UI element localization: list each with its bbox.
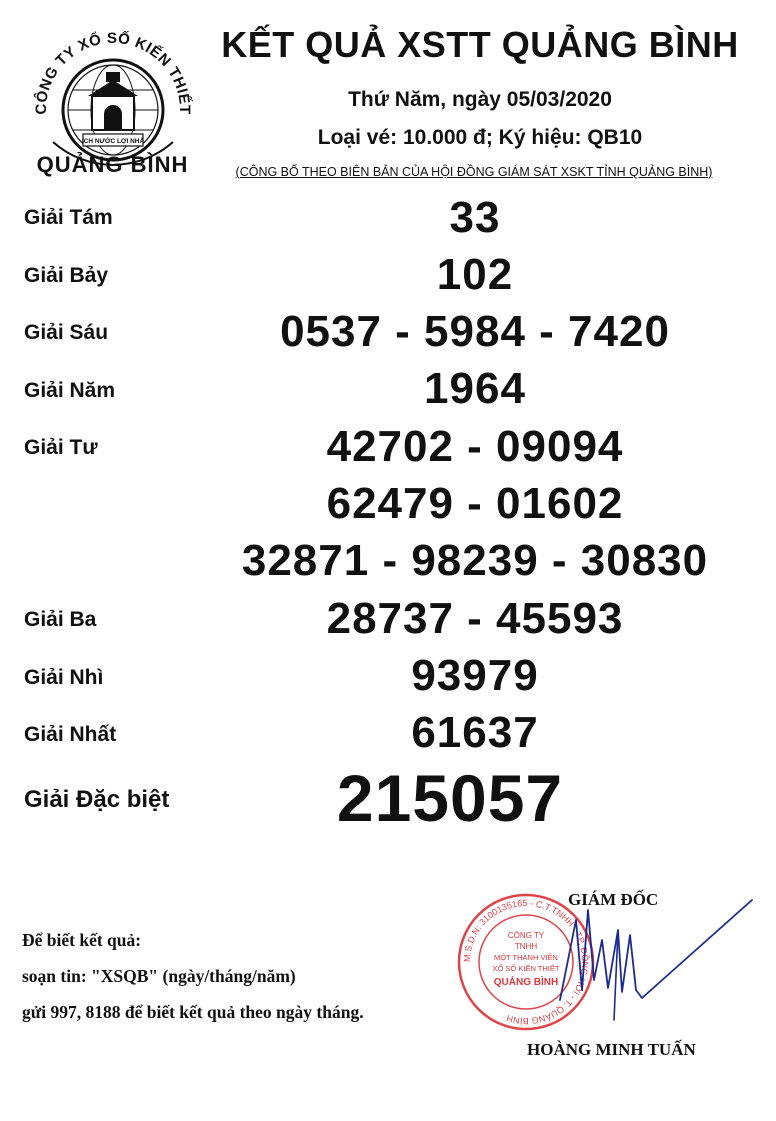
logo-name: QUẢNG BÌNH bbox=[36, 152, 189, 177]
prize-numbers-5: 1964 bbox=[424, 364, 526, 413]
page-title: KẾT QUẢ XSTT QUẢNG BÌNH bbox=[221, 24, 739, 65]
notice-line: (CÔNG BỐ THEO BIÊN BẢN CỦA HỘI ĐỒNG GIÁM SÁT XSKT TỈNH QUẢNG BÌNH) bbox=[235, 165, 713, 179]
prize-numbers-4-line2: 62479 - 01602 bbox=[326, 479, 624, 528]
prize-label-6: Giải Sáu bbox=[24, 321, 109, 344]
prize-numbers-2: 93979 bbox=[411, 651, 539, 700]
prize-numbers-7: 102 bbox=[436, 250, 514, 299]
signer-name: HOÀNG MINH TUẤN bbox=[527, 1040, 696, 1059]
prize-label-8: Giải Tám bbox=[24, 206, 113, 229]
prize-label-3: Giải Ba bbox=[24, 608, 97, 631]
prize-numbers-8: 33 bbox=[449, 193, 501, 242]
stamp-line-5: QUẢNG BÌNH bbox=[493, 977, 559, 988]
info-line-3: gửi 997, 8188 để biết kết quả theo ngày tháng. bbox=[22, 1002, 364, 1022]
logo-motto: ÍCH NƯỚC LỢI NHÀ bbox=[81, 138, 145, 145]
prize-label-2: Giải Nhì bbox=[24, 666, 104, 689]
stamp-line-4: XỔ SỐ KIẾN THIẾT bbox=[492, 964, 560, 973]
stamp-ring-text: M.S.D.N: 3100135165 - C.T.TNHH - TP. ĐỒNG HỚI - T. QUẢNG BÌNH bbox=[461, 897, 591, 1027]
signer-role: GIÁM ĐỐC bbox=[568, 890, 659, 909]
prize-numbers-6: 0537 - 5984 - 7420 bbox=[280, 307, 670, 356]
logo-ring-text: CÔNG TY XỔ SỐ KIẾN THIẾT bbox=[32, 29, 194, 115]
prize-numbers-special: 215057 bbox=[336, 761, 564, 835]
prize-label-7: Giải Bảy bbox=[24, 264, 109, 287]
draw-date: Thứ Năm, ngày 05/03/2020 bbox=[348, 88, 612, 111]
prize-numbers-1: 61637 bbox=[411, 708, 539, 757]
stamp-line-2: TNHH bbox=[514, 942, 538, 951]
info-line-1: Để biết kết quả: bbox=[22, 930, 142, 950]
stamp-line-3: MỘT THÀNH VIÊN bbox=[494, 953, 558, 962]
prize-numbers-4-line1: 42702 - 09094 bbox=[326, 422, 624, 471]
ticket-info: Loại vé: 10.000 đ; Ký hiệu: QB10 bbox=[317, 126, 643, 149]
prize-label-4: Giải Tư bbox=[24, 436, 98, 459]
prize-numbers-3: 28737 - 45593 bbox=[326, 594, 624, 643]
prize-label-1: Giải Nhất bbox=[24, 723, 117, 746]
info-line-2: soạn tin: "XSQB" (ngày/tháng/năm) bbox=[22, 966, 296, 986]
prize-label-special: Giải Đặc biệt bbox=[24, 786, 170, 813]
stamp-line-1: CÔNG TY bbox=[507, 931, 545, 940]
prize-label-5: Giải Năm bbox=[24, 379, 116, 402]
prize-numbers-4-line3: 32871 - 98239 - 30830 bbox=[241, 536, 709, 585]
